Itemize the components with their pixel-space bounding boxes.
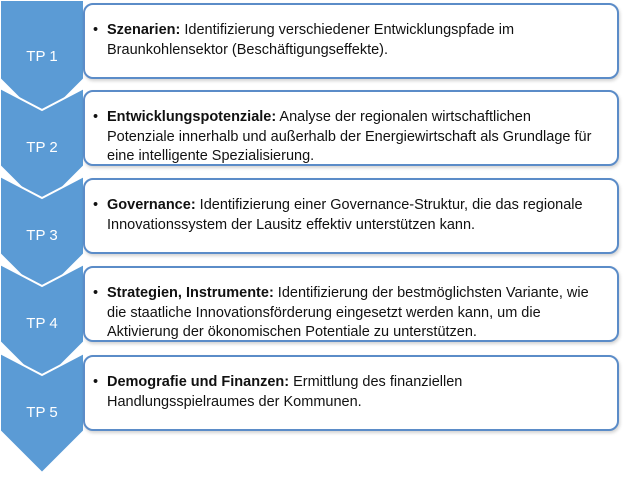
step-heading: Governance: [107, 197, 196, 213]
step-text: Identifizierung verschiedener Entwicklungspfade im Braunkohlensektor (Beschäftigungseffekte). [107, 22, 515, 58]
step-label-5: TP 5 [26, 404, 58, 421]
step-label-1: TP 1 [26, 48, 58, 65]
step-description-3 [93, 196, 601, 235]
step-label-4: TP 4 [26, 315, 58, 332]
step-heading: Entwicklungspotenziale: [107, 109, 277, 125]
step-box-1 [83, 3, 619, 79]
step-box-4 [83, 266, 619, 342]
step-heading: Szenarien: [107, 22, 181, 38]
bullet-icon: • [93, 285, 99, 301]
step-box-3 [83, 178, 619, 254]
step-description-4 [93, 284, 601, 343]
bullet-icon: • [93, 109, 99, 125]
bullet-icon: • [93, 22, 99, 38]
step-description-2 [93, 108, 601, 167]
step-label-2: TP 2 [26, 139, 58, 156]
step-heading: Strategien, Instrumente: [107, 285, 274, 301]
bullet-icon: • [93, 374, 99, 390]
bullet-icon: • [93, 197, 99, 213]
step-description-5 [93, 373, 601, 412]
step-text: Identifizierung einer Governance-Struktur, die das regionale Innovationssystem der Lausitz effektiv unterstützen kann. [107, 197, 583, 233]
step-heading: Demografie und Finanzen: [107, 374, 290, 390]
step-description-1 [93, 21, 601, 60]
step-box-5 [83, 355, 619, 431]
step-text: Analyse der regionalen wirtschaftlichen Potenziale innerhalb und außerhalb der Energiewirtschaft als Grundlage für eine intelligente Spezialisierung. [107, 109, 592, 164]
step-text: Ermittlung des finanziellen Handlungsspielraumes der Kommunen. [107, 374, 463, 410]
step-label-3: TP 3 [26, 227, 58, 244]
step-text: Identifizierung der bestmöglichsten Variante, wie die staatliche Innovationsförderung eingesetzt werden kann, um die Aktivierung der ökonomischen Potentiale zu unterstützen. [107, 285, 589, 340]
step-box-2 [83, 90, 619, 166]
